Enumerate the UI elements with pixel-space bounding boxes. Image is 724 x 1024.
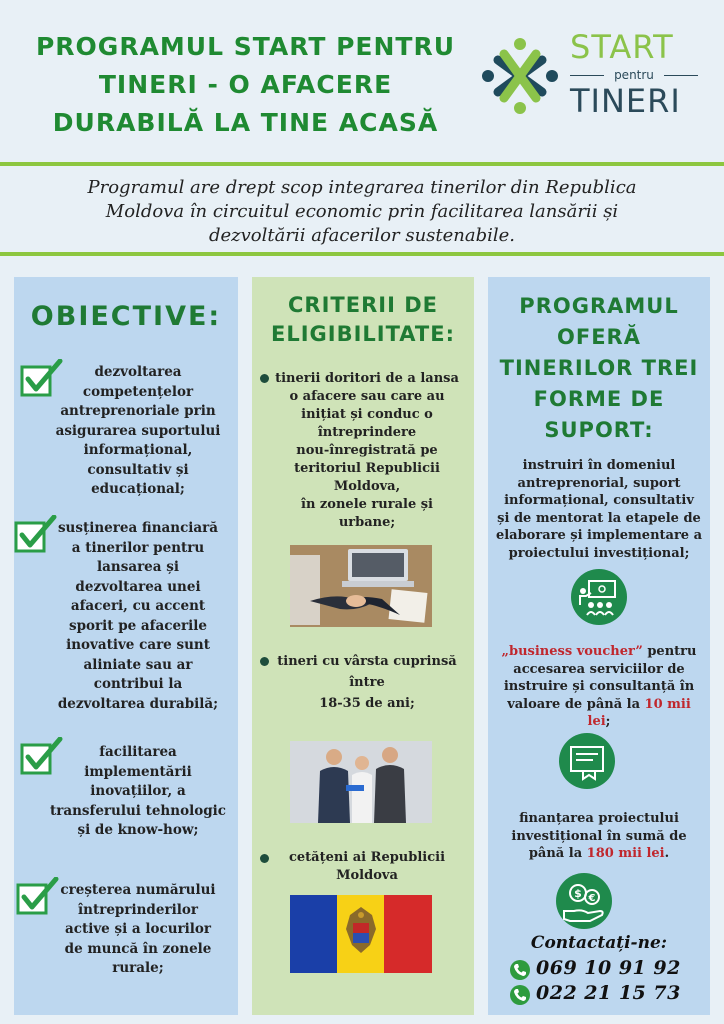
criteria-heading-line: CRITERII DE xyxy=(288,293,438,317)
program-heading-line: FORME DE xyxy=(533,387,665,411)
offer-line: finanțarea proiectului xyxy=(519,811,679,826)
criteria-line: inițiat și conduc o xyxy=(301,407,433,422)
objective-line: transferului tehnologic xyxy=(50,802,226,819)
voucher-highlight: „business voucher” xyxy=(501,644,643,659)
offer-line: accesarea serviciilor de xyxy=(513,661,685,677)
phone-icon xyxy=(510,960,530,980)
criteria-line: întreprindere xyxy=(317,425,417,440)
intro-text xyxy=(20,176,704,248)
criteria-line: tinerii doritori de a lansa xyxy=(275,371,459,386)
objectives-heading: OBIECTIVE: xyxy=(30,301,222,332)
start-pentru-tineri-logo xyxy=(478,26,708,126)
objective-item-3 xyxy=(40,743,236,841)
training-icon xyxy=(571,569,627,625)
objective-item-4 xyxy=(40,881,236,979)
offer-line: antreprenorial, suport xyxy=(517,475,681,491)
page-title xyxy=(18,28,473,142)
contact-title: Contactați-ne: xyxy=(530,933,668,953)
voucher-value-tail: ; xyxy=(605,714,611,729)
intro-line: Programul are drept scop integrarea tinerilor din Republica xyxy=(87,177,637,198)
objective-line: aliniate sau ar xyxy=(83,656,193,673)
objective-line: contribui la xyxy=(93,676,183,692)
objective-line: informațional, xyxy=(83,442,193,458)
objective-line: și de know-how; xyxy=(77,822,199,838)
criteria-line: nou-înregistrată pe xyxy=(296,443,438,458)
phone-number[interactable]: 069 10 91 92 xyxy=(536,957,681,979)
objective-line: consultativ și xyxy=(87,461,189,478)
divider-bottom xyxy=(0,252,724,256)
objective-line: active și a locurilor xyxy=(65,921,211,937)
presentation-icon xyxy=(571,569,627,625)
voucher-icon xyxy=(559,733,615,789)
program-heading-line: OFERĂ xyxy=(557,325,641,349)
objective-line: inovative care sunt xyxy=(66,637,210,653)
money-hand-icon xyxy=(556,873,612,929)
objective-item-1 xyxy=(40,363,236,500)
handshake-image xyxy=(290,545,432,627)
coins-hand-icon xyxy=(556,873,612,929)
objective-line: sporit pe afacerile xyxy=(68,617,208,634)
criteria-line: urbane; xyxy=(338,515,396,530)
offer-line xyxy=(494,696,704,714)
objective-line: dezvoltarea unei xyxy=(75,578,201,595)
offer-line xyxy=(494,845,704,863)
svg-text:$: $ xyxy=(574,887,582,900)
voucher-value-amount: 10 mii xyxy=(644,696,691,712)
criteria-line: Moldova xyxy=(336,868,398,883)
objective-line: dezvoltarea xyxy=(94,364,182,380)
svg-text:€: € xyxy=(588,893,596,904)
intro-line: dezvoltării afacerilor sustenabile. xyxy=(208,225,516,246)
offer-line: informațional, consultativ xyxy=(504,493,694,508)
objective-line: competențelor xyxy=(82,383,194,400)
offer-financing xyxy=(494,810,704,863)
moldova-flag xyxy=(290,895,432,973)
financing-prefix: până la xyxy=(528,846,587,861)
financing-tail: . xyxy=(664,846,670,861)
objective-line: asigurarea suportului xyxy=(55,422,221,439)
objectives-column xyxy=(14,277,238,1015)
offer-line xyxy=(494,643,704,661)
voucher-after: pentru xyxy=(642,644,697,659)
objective-line: inovațiilor, a xyxy=(90,783,186,799)
moldova-flag-image xyxy=(290,895,432,973)
business-people-image xyxy=(290,741,432,823)
criteria-line: cetățeni ai Republicii xyxy=(288,850,446,865)
objective-line: afaceri, cu accent xyxy=(70,598,206,614)
criteria-item-2 xyxy=(264,651,470,714)
title-line: TINERI - O AFACERE xyxy=(98,70,393,99)
objective-line: implementării xyxy=(84,763,192,780)
objective-line: rurale; xyxy=(112,960,164,976)
intro-line: Moldova în circuitul economic prin facilitarea lansării și xyxy=(105,201,619,222)
criteria-line: teritoriul Republicii xyxy=(294,461,440,476)
voucher-value-prefix: valoare de până la xyxy=(507,696,645,712)
objective-line: facilitarea xyxy=(99,744,177,760)
objective-line: educațional; xyxy=(91,481,185,497)
financing-amount: 180 mii lei xyxy=(586,846,665,861)
offer-voucher xyxy=(494,643,704,731)
offer-line xyxy=(494,713,704,731)
offer-line: proiectului investițional; xyxy=(508,545,690,561)
criteria-line: 18-35 de ani; xyxy=(319,696,415,711)
objective-line: lansarea și xyxy=(97,559,179,575)
phone-icon xyxy=(510,985,530,1005)
handshake-photo xyxy=(290,545,432,627)
objective-line: susținerea financiară xyxy=(57,520,219,536)
program-column xyxy=(488,277,710,1015)
logo-pentru-text: pentru xyxy=(614,68,654,82)
offer-line: instruire și consultanță în xyxy=(503,679,695,694)
program-heading-line: SUPORT: xyxy=(544,418,654,442)
criteria-line: o afacere sau care au xyxy=(289,389,445,404)
objective-line: antreprenoriale prin xyxy=(60,403,216,419)
business-people-photo xyxy=(290,741,432,823)
offer-training xyxy=(494,457,704,562)
phone-number[interactable]: 022 21 15 73 xyxy=(536,982,681,1004)
certificate-icon xyxy=(559,733,615,789)
objective-line: dezvoltarea durabilă; xyxy=(57,695,219,712)
criteria-line: tineri cu vârsta cuprinsă xyxy=(277,654,457,669)
criteria-heading xyxy=(252,291,474,349)
program-heading-line: TINERILOR TREI xyxy=(499,356,699,380)
offer-line: și de mentorat la etapele de xyxy=(497,510,701,526)
logo-tineri-text: TINERI xyxy=(570,82,681,120)
logo-start-text: START xyxy=(570,28,674,66)
objective-line: a tinerilor pentru xyxy=(71,539,205,556)
people-circle-logo-icon xyxy=(478,34,562,118)
program-heading-line: PROGRAMUL xyxy=(519,294,679,318)
voucher-value-end: lei xyxy=(587,714,606,729)
divider-top xyxy=(0,162,724,166)
title-line: DURABILĂ LA TINE ACASĂ xyxy=(52,108,439,137)
objective-line: de muncă în zonele xyxy=(64,940,212,957)
offer-line: instruiri în domeniul xyxy=(522,458,676,473)
criteria-line: în zonele rurale și xyxy=(301,497,433,512)
program-heading xyxy=(488,291,710,446)
criteria-line: Moldova, xyxy=(333,479,401,494)
title-line: PROGRAMUL START PENTRU xyxy=(35,32,456,61)
criteria-item-3 xyxy=(264,849,470,885)
objective-line: creșterea numărului xyxy=(60,882,216,898)
objective-line: întreprinderilor xyxy=(78,901,198,918)
offer-line: investițional în sumă de xyxy=(511,828,687,844)
criteria-item-1 xyxy=(264,370,470,532)
offer-line: elaborare și implementare a xyxy=(495,528,703,543)
criteria-heading-line: ELIGIBILITATE: xyxy=(271,322,455,346)
criteria-column xyxy=(252,277,474,1015)
criteria-line: între xyxy=(349,675,385,690)
objective-item-2 xyxy=(40,519,236,714)
